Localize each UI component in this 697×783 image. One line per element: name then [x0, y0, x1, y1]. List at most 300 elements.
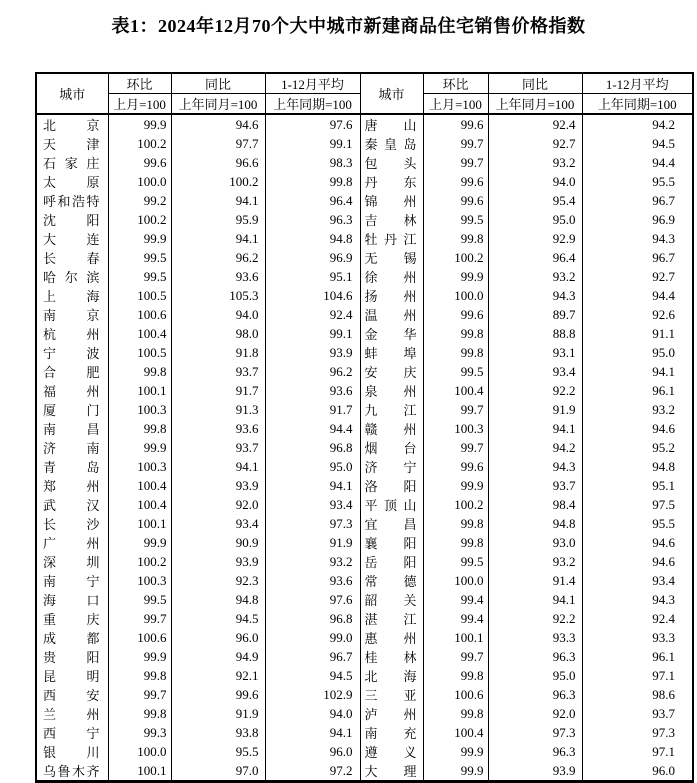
mom-value-cell: 99.7 — [423, 153, 488, 172]
avg-value-cell: 92.7 — [582, 267, 693, 286]
yoy-value-cell: 92.2 — [488, 609, 582, 628]
city-cell: 宁波 — [36, 343, 108, 362]
avg-value-cell: 99.0 — [265, 628, 360, 647]
city-cell: 无锡 — [360, 248, 423, 267]
mom-value-cell: 99.8 — [108, 704, 171, 723]
yoy-value-cell: 89.7 — [488, 305, 582, 324]
yoy-value-cell: 96.4 — [488, 248, 582, 267]
table-row — [36, 381, 693, 400]
mom-value-cell: 100.6 — [108, 305, 171, 324]
city-cell: 蚌埠 — [360, 343, 423, 362]
avg-value-cell: 97.6 — [265, 590, 360, 609]
avg-value-cell: 94.3 — [582, 229, 693, 248]
city-cell: 南昌 — [36, 419, 108, 438]
city-cell: 安庆 — [360, 362, 423, 381]
mom-value-cell: 99.8 — [423, 666, 488, 685]
avg-value-cell: 91.7 — [265, 400, 360, 419]
mom-value-cell: 100.4 — [108, 476, 171, 495]
yoy-value-cell: 91.9 — [171, 704, 265, 723]
yoy-value-cell: 100.2 — [171, 172, 265, 191]
avg-value-cell: 94.6 — [582, 533, 693, 552]
city-cell: 广州 — [36, 533, 108, 552]
avg-value-cell: 94.1 — [265, 723, 360, 742]
city-cell: 长春 — [36, 248, 108, 267]
mom-value-cell: 100.0 — [108, 172, 171, 191]
city-cell: 深圳 — [36, 552, 108, 571]
table-row — [36, 609, 693, 628]
mom-value-cell: 100.4 — [423, 381, 488, 400]
city-cell: 吉林 — [360, 210, 423, 229]
city-cell: 泸州 — [360, 704, 423, 723]
mom-value-cell: 99.5 — [108, 590, 171, 609]
yoy-value-cell: 91.8 — [171, 343, 265, 362]
avg-value-cell: 96.7 — [582, 191, 693, 210]
yoy-value-cell: 92.7 — [488, 134, 582, 153]
city-cell: 郑州 — [36, 476, 108, 495]
city-cell: 合肥 — [36, 362, 108, 381]
yoy-value-cell: 98.0 — [171, 324, 265, 343]
avg-value-cell: 96.2 — [265, 362, 360, 381]
city-cell: 温州 — [360, 305, 423, 324]
avg-value-cell: 93.2 — [582, 400, 693, 419]
avg-value-cell: 94.6 — [582, 552, 693, 571]
avg-value-cell: 97.3 — [265, 514, 360, 533]
yoy-value-cell: 93.1 — [488, 343, 582, 362]
yoy-value-cell: 94.3 — [488, 286, 582, 305]
avg-value-cell: 93.6 — [265, 381, 360, 400]
mom-value-cell: 99.9 — [423, 267, 488, 286]
mom-value-cell: 99.4 — [423, 609, 488, 628]
mom-value-cell: 99.7 — [108, 685, 171, 704]
table-row — [36, 704, 693, 723]
mom-value-cell: 99.7 — [423, 400, 488, 419]
avg-value-cell: 96.0 — [582, 761, 693, 782]
mom-value-cell: 99.5 — [108, 267, 171, 286]
yoy-value-cell: 93.9 — [171, 552, 265, 571]
mom-value-cell: 100.2 — [108, 134, 171, 153]
city-cell: 杭州 — [36, 324, 108, 343]
avg-value-cell: 97.2 — [265, 761, 360, 782]
city-cell: 上海 — [36, 286, 108, 305]
yoy-value-cell: 93.0 — [488, 533, 582, 552]
avg-value-cell: 96.7 — [265, 647, 360, 666]
mom-value-cell: 99.8 — [108, 419, 171, 438]
yoy-value-cell: 92.1 — [171, 666, 265, 685]
avg-value-cell: 94.3 — [582, 590, 693, 609]
avg-value-cell: 96.7 — [582, 248, 693, 267]
city-cell: 襄阳 — [360, 533, 423, 552]
yoy-value-cell: 94.0 — [171, 305, 265, 324]
mom-value-cell: 100.2 — [423, 495, 488, 514]
header-avg-base-right: 上年同期=100 — [582, 94, 693, 115]
table-row — [36, 191, 693, 210]
mom-value-cell: 99.8 — [108, 362, 171, 381]
avg-value-cell: 97.1 — [582, 666, 693, 685]
city-cell: 赣州 — [360, 419, 423, 438]
table-row — [36, 134, 693, 153]
header-yoy-base-right: 上年同月=100 — [488, 94, 582, 115]
mom-value-cell: 100.1 — [108, 514, 171, 533]
city-cell: 徐州 — [360, 267, 423, 286]
table-row — [36, 533, 693, 552]
header-city-right: 城市 — [360, 73, 423, 114]
city-cell: 福州 — [36, 381, 108, 400]
mom-value-cell: 99.5 — [108, 248, 171, 267]
mom-value-cell: 100.2 — [108, 552, 171, 571]
avg-value-cell: 99.8 — [265, 172, 360, 191]
mom-value-cell: 99.3 — [108, 723, 171, 742]
city-cell: 沈阳 — [36, 210, 108, 229]
mom-value-cell: 100.1 — [423, 628, 488, 647]
yoy-value-cell: 96.3 — [488, 685, 582, 704]
mom-value-cell: 100.2 — [423, 248, 488, 267]
city-cell: 青岛 — [36, 457, 108, 476]
mom-value-cell: 99.9 — [423, 476, 488, 495]
city-cell: 韶关 — [360, 590, 423, 609]
yoy-value-cell: 94.1 — [171, 191, 265, 210]
avg-value-cell: 97.5 — [582, 495, 693, 514]
city-cell: 大连 — [36, 229, 108, 248]
mom-value-cell: 99.5 — [423, 552, 488, 571]
avg-value-cell: 94.8 — [265, 229, 360, 248]
table-header — [36, 73, 693, 114]
yoy-value-cell: 91.3 — [171, 400, 265, 419]
avg-value-cell: 94.1 — [265, 476, 360, 495]
mom-value-cell: 100.6 — [423, 685, 488, 704]
yoy-value-cell: 93.6 — [171, 267, 265, 286]
mom-value-cell: 99.4 — [423, 590, 488, 609]
avg-value-cell: 92.4 — [265, 305, 360, 324]
yoy-value-cell: 93.7 — [171, 438, 265, 457]
city-cell: 湛江 — [360, 609, 423, 628]
avg-value-cell: 97.3 — [582, 723, 693, 742]
city-cell: 金华 — [360, 324, 423, 343]
yoy-value-cell: 93.3 — [488, 628, 582, 647]
table-row — [36, 438, 693, 457]
table-body — [36, 114, 693, 782]
yoy-value-cell: 93.9 — [171, 476, 265, 495]
mom-value-cell: 99.7 — [423, 647, 488, 666]
city-cell: 遵义 — [360, 742, 423, 761]
avg-value-cell: 91.9 — [265, 533, 360, 552]
header-yoy-right: 同比 — [488, 73, 582, 94]
table-row — [36, 742, 693, 761]
city-cell: 南京 — [36, 305, 108, 324]
mom-value-cell: 99.8 — [423, 704, 488, 723]
mom-value-cell: 100.3 — [108, 400, 171, 419]
table-row — [36, 362, 693, 381]
avg-value-cell: 97.6 — [265, 114, 360, 134]
avg-value-cell: 95.5 — [582, 514, 693, 533]
yoy-value-cell: 96.3 — [488, 742, 582, 761]
city-cell: 烟台 — [360, 438, 423, 457]
header-mom-left: 环比 — [108, 73, 171, 94]
city-cell: 石家庄 — [36, 153, 108, 172]
table-row — [36, 267, 693, 286]
header-mom-right: 环比 — [423, 73, 488, 94]
yoy-value-cell: 96.2 — [171, 248, 265, 267]
yoy-value-cell: 94.1 — [171, 457, 265, 476]
mom-value-cell: 99.6 — [423, 191, 488, 210]
mom-value-cell: 100.4 — [423, 723, 488, 742]
mom-value-cell: 99.6 — [423, 172, 488, 191]
yoy-value-cell: 93.2 — [488, 552, 582, 571]
yoy-value-cell: 92.0 — [171, 495, 265, 514]
mom-value-cell: 100.5 — [108, 286, 171, 305]
city-cell: 牡丹江 — [360, 229, 423, 248]
avg-value-cell: 95.1 — [265, 267, 360, 286]
yoy-value-cell: 93.4 — [488, 362, 582, 381]
yoy-value-cell: 96.6 — [171, 153, 265, 172]
city-cell: 宜昌 — [360, 514, 423, 533]
yoy-value-cell: 93.8 — [171, 723, 265, 742]
mom-value-cell: 99.9 — [108, 114, 171, 134]
mom-value-cell: 99.9 — [108, 229, 171, 248]
yoy-value-cell: 88.8 — [488, 324, 582, 343]
mom-value-cell: 100.1 — [108, 761, 171, 782]
mom-value-cell: 99.2 — [108, 191, 171, 210]
avg-value-cell: 93.2 — [265, 552, 360, 571]
avg-value-cell: 91.1 — [582, 324, 693, 343]
city-cell: 昆明 — [36, 666, 108, 685]
city-cell: 洛阳 — [360, 476, 423, 495]
table-row — [36, 172, 693, 191]
city-cell: 南充 — [360, 723, 423, 742]
header-yoy-base-left: 上年同月=100 — [171, 94, 265, 115]
yoy-value-cell: 96.0 — [171, 628, 265, 647]
avg-value-cell: 98.6 — [582, 685, 693, 704]
yoy-value-cell: 105.3 — [171, 286, 265, 305]
yoy-value-cell: 94.5 — [171, 609, 265, 628]
city-cell: 西安 — [36, 685, 108, 704]
avg-value-cell: 94.5 — [582, 134, 693, 153]
avg-value-cell: 93.3 — [582, 628, 693, 647]
table-row — [36, 419, 693, 438]
avg-value-cell: 95.1 — [582, 476, 693, 495]
yoy-value-cell: 90.9 — [171, 533, 265, 552]
city-cell: 武汉 — [36, 495, 108, 514]
city-cell: 济南 — [36, 438, 108, 457]
yoy-value-cell: 91.9 — [488, 400, 582, 419]
city-cell: 岳阳 — [360, 552, 423, 571]
avg-value-cell: 95.2 — [582, 438, 693, 457]
mom-value-cell: 100.1 — [108, 381, 171, 400]
table-row — [36, 628, 693, 647]
city-cell: 厦门 — [36, 400, 108, 419]
city-cell: 乌鲁木齐 — [36, 761, 108, 782]
city-cell: 济宁 — [360, 457, 423, 476]
avg-value-cell: 96.4 — [265, 191, 360, 210]
mom-value-cell: 99.8 — [423, 533, 488, 552]
city-cell: 秦皇岛 — [360, 134, 423, 153]
city-cell: 锦州 — [360, 191, 423, 210]
mom-value-cell: 99.5 — [423, 210, 488, 229]
table-row — [36, 324, 693, 343]
table-row — [36, 552, 693, 571]
city-cell: 泉州 — [360, 381, 423, 400]
mom-value-cell: 100.2 — [108, 210, 171, 229]
yoy-value-cell: 93.2 — [488, 267, 582, 286]
city-cell: 长沙 — [36, 514, 108, 533]
yoy-value-cell: 95.9 — [171, 210, 265, 229]
yoy-value-cell: 92.9 — [488, 229, 582, 248]
city-cell: 银川 — [36, 742, 108, 761]
avg-value-cell: 93.7 — [582, 704, 693, 723]
avg-value-cell: 94.4 — [582, 286, 693, 305]
table-row — [36, 457, 693, 476]
avg-value-cell: 93.4 — [582, 571, 693, 590]
avg-value-cell: 94.1 — [582, 362, 693, 381]
mom-value-cell: 99.8 — [423, 229, 488, 248]
mom-value-cell: 99.8 — [423, 343, 488, 362]
yoy-value-cell: 94.6 — [171, 114, 265, 134]
table-row — [36, 647, 693, 666]
mom-value-cell: 99.9 — [423, 742, 488, 761]
avg-value-cell: 93.4 — [265, 495, 360, 514]
avg-value-cell: 99.1 — [265, 134, 360, 153]
city-cell: 天津 — [36, 134, 108, 153]
yoy-value-cell: 91.4 — [488, 571, 582, 590]
header-avg-base-left: 上年同期=100 — [265, 94, 360, 115]
avg-value-cell: 94.8 — [582, 457, 693, 476]
price-index-table — [35, 72, 694, 783]
city-cell: 成都 — [36, 628, 108, 647]
mom-value-cell: 99.8 — [108, 666, 171, 685]
mom-value-cell: 100.0 — [108, 742, 171, 761]
mom-value-cell: 99.6 — [423, 457, 488, 476]
avg-value-cell: 96.1 — [582, 381, 693, 400]
yoy-value-cell: 93.9 — [488, 761, 582, 782]
city-cell: 兰州 — [36, 704, 108, 723]
header-yoy-left: 同比 — [171, 73, 265, 94]
table-row — [36, 153, 693, 172]
table-row — [36, 343, 693, 362]
avg-value-cell: 104.6 — [265, 286, 360, 305]
avg-value-cell: 96.9 — [265, 248, 360, 267]
mom-value-cell: 99.6 — [423, 114, 488, 134]
table-row — [36, 248, 693, 267]
yoy-value-cell: 92.0 — [488, 704, 582, 723]
city-cell: 太原 — [36, 172, 108, 191]
avg-value-cell: 96.9 — [582, 210, 693, 229]
city-cell: 西宁 — [36, 723, 108, 742]
avg-value-cell: 97.1 — [582, 742, 693, 761]
mom-value-cell: 99.6 — [108, 153, 171, 172]
mom-value-cell: 99.9 — [108, 438, 171, 457]
table-row — [36, 400, 693, 419]
table-row — [36, 590, 693, 609]
yoy-value-cell: 93.7 — [488, 476, 582, 495]
yoy-value-cell: 95.4 — [488, 191, 582, 210]
avg-value-cell: 95.0 — [265, 457, 360, 476]
yoy-value-cell: 99.6 — [171, 685, 265, 704]
yoy-value-cell: 92.3 — [171, 571, 265, 590]
table-row — [36, 514, 693, 533]
mom-value-cell: 100.5 — [108, 343, 171, 362]
city-cell: 三亚 — [360, 685, 423, 704]
avg-value-cell: 96.8 — [265, 438, 360, 457]
city-cell: 哈尔滨 — [36, 267, 108, 286]
header-mom-base-left: 上月=100 — [108, 94, 171, 115]
mom-value-cell: 100.3 — [108, 457, 171, 476]
mom-value-cell: 99.9 — [423, 761, 488, 782]
yoy-value-cell: 92.2 — [488, 381, 582, 400]
yoy-value-cell: 95.5 — [171, 742, 265, 761]
table-row — [36, 685, 693, 704]
table-row — [36, 476, 693, 495]
city-cell: 呼和浩特 — [36, 191, 108, 210]
mom-value-cell: 99.8 — [423, 514, 488, 533]
table-row — [36, 723, 693, 742]
city-cell: 常德 — [360, 571, 423, 590]
avg-value-cell: 94.6 — [582, 419, 693, 438]
avg-value-cell: 102.9 — [265, 685, 360, 704]
header-city-left: 城市 — [36, 73, 108, 114]
yoy-value-cell: 97.3 — [488, 723, 582, 742]
yoy-value-cell: 95.0 — [488, 666, 582, 685]
yoy-value-cell: 96.3 — [488, 647, 582, 666]
yoy-value-cell: 93.7 — [171, 362, 265, 381]
mom-value-cell: 99.9 — [108, 533, 171, 552]
table-row — [36, 305, 693, 324]
avg-value-cell: 94.2 — [582, 114, 693, 134]
city-cell: 北海 — [360, 666, 423, 685]
city-cell: 桂林 — [360, 647, 423, 666]
table-row — [36, 286, 693, 305]
city-cell: 九江 — [360, 400, 423, 419]
yoy-value-cell: 94.1 — [488, 419, 582, 438]
header-avg-left: 1-12月平均 — [265, 73, 360, 94]
table-row — [36, 210, 693, 229]
yoy-value-cell: 94.0 — [488, 172, 582, 191]
avg-value-cell: 95.0 — [582, 343, 693, 362]
mom-value-cell: 99.5 — [423, 362, 488, 381]
city-cell: 丹东 — [360, 172, 423, 191]
avg-value-cell: 94.4 — [265, 419, 360, 438]
mom-value-cell: 99.7 — [423, 134, 488, 153]
yoy-value-cell: 94.8 — [171, 590, 265, 609]
yoy-value-cell: 94.8 — [488, 514, 582, 533]
table-row — [36, 761, 693, 782]
yoy-value-cell: 94.1 — [171, 229, 265, 248]
avg-value-cell: 98.3 — [265, 153, 360, 172]
city-cell: 大理 — [360, 761, 423, 782]
yoy-value-cell: 94.3 — [488, 457, 582, 476]
yoy-value-cell: 94.9 — [171, 647, 265, 666]
mom-value-cell: 100.3 — [423, 419, 488, 438]
city-cell: 平顶山 — [360, 495, 423, 514]
mom-value-cell: 100.0 — [423, 286, 488, 305]
header-row-labels — [36, 73, 693, 94]
city-cell: 贵阳 — [36, 647, 108, 666]
city-cell: 海口 — [36, 590, 108, 609]
mom-value-cell: 99.8 — [423, 324, 488, 343]
table-row — [36, 495, 693, 514]
yoy-value-cell: 97.0 — [171, 761, 265, 782]
header-avg-right: 1-12月平均 — [582, 73, 693, 94]
avg-value-cell: 96.1 — [582, 647, 693, 666]
city-cell: 惠州 — [360, 628, 423, 647]
mom-value-cell: 99.9 — [108, 647, 171, 666]
yoy-value-cell: 92.4 — [488, 114, 582, 134]
avg-value-cell: 93.9 — [265, 343, 360, 362]
city-cell: 南宁 — [36, 571, 108, 590]
mom-value-cell: 99.7 — [423, 438, 488, 457]
mom-value-cell: 99.7 — [108, 609, 171, 628]
avg-value-cell: 96.0 — [265, 742, 360, 761]
table-row — [36, 666, 693, 685]
mom-value-cell: 99.6 — [423, 305, 488, 324]
